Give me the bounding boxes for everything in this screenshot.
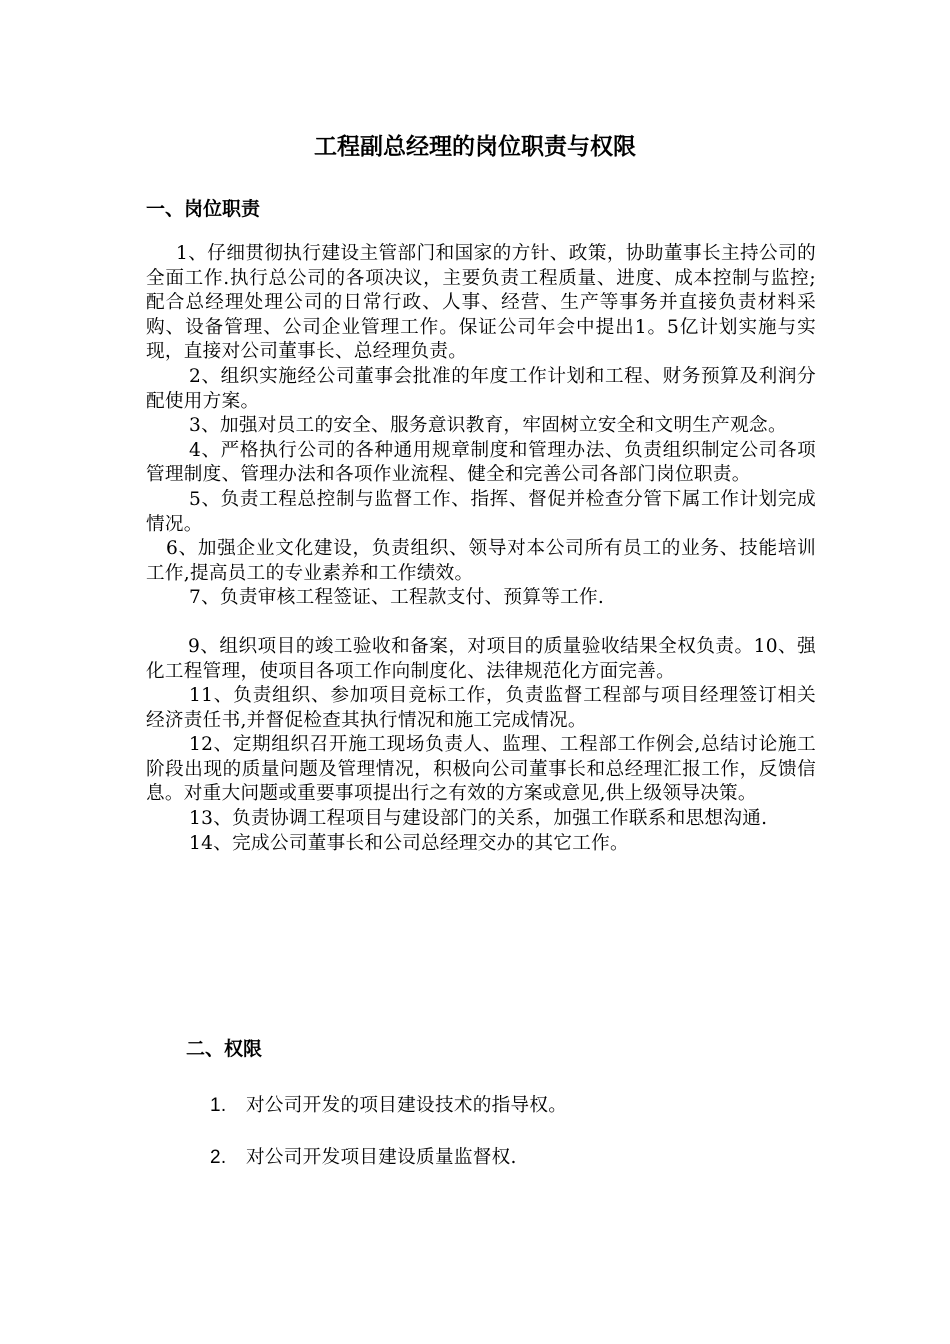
duty-item-9-10: 9、组织项目的竣工验收和备案，对项目的质量验收结果全权负责。10、强化工程管理，使项目各项工作向制度化、法律规范化方面完善。 (146, 635, 816, 682)
duty-item-13: 13、负责协调工程项目与建设部门的关系，加强工作联系和思想沟通. (189, 808, 768, 830)
rights-item-number: 2. (210, 1147, 227, 1168)
duty-item-7: 7、负责审核工程签证、工程款支付、预算等工作. (189, 587, 605, 609)
duty-item-1: 1、仔细贯彻执行建设主管部门和国家的方针、政策，协助董事长主持公司的全面工作.执行总公司的各项决议，主要负责工程质量、进度、成本控制与监控;配合总经理处理公司的日常行政、人事、经营、生产等事务并直接负责材料采购、设备管理、公司企业管理工作。保证公司年会中提出1。5亿计划实施与实现，直接对公司董事长、总经理负责。 (146, 243, 816, 363)
duty-item-2: 2、组织实施经公司董事会批准的年度工作计划和工程、财务预算及利润分配使用方案。 (146, 365, 816, 412)
section-heading-rights: 二、权限 (186, 1038, 263, 1060)
duty-item-14: 14、完成公司董事长和公司总经理交办的其它工作。 (189, 832, 629, 854)
duty-item-5: 5、负责工程总控制与监督工作、指挥、督促并检查分管下属工作计划完成情况。 (146, 488, 816, 535)
rights-item-2 (210, 1145, 810, 1171)
rights-item-text: 对公司开发项目建设质量监督权. (246, 1147, 517, 1168)
duty-item-6: 6、加强企业文化建设，负责组织、领导对本公司所有员工的业务、技能培训工作,提高员工的专业素养和工作绩效。 (146, 538, 816, 584)
duty-item-11: 11、负责组织、参加项目竞标工作，负责监督工程部与项目经理签订相关经济责任书,并督促检查其执行情况和施工完成情况。 (146, 685, 816, 731)
rights-item-1 (210, 1093, 810, 1119)
duty-item-4: 4、严格执行公司的各种通用规章制度和管理办法、负责组织制定公司各项管理制度、管理办法和各项作业流程、健全和完善公司各部门岗位职责。 (146, 439, 816, 486)
duties-list (146, 242, 816, 856)
duty-item-12: 12、定期组织召开施工现场负责人、监理、工程部工作例会,总结讨论施工阶段出现的质量问题及管理情况，积极向公司董事长和总经理汇报工作，反馈信息。对重大问题或重要事项提出行之有效的方案或意见,供上级领导决策。 (146, 734, 816, 805)
rights-item-text: 对公司开发的项目建设技术的指导权。 (246, 1095, 568, 1116)
rights-item-number: 1. (210, 1095, 227, 1116)
document-title: 工程副总经理的岗位职责与权限 (314, 134, 636, 160)
section-heading-duties: 一、岗位职责 (146, 198, 261, 220)
rights-list (210, 1093, 810, 1197)
duty-item-3: 3、加强对员工的安全、服务意识教育，牢固树立安全和文明生产观念。 (189, 415, 787, 437)
